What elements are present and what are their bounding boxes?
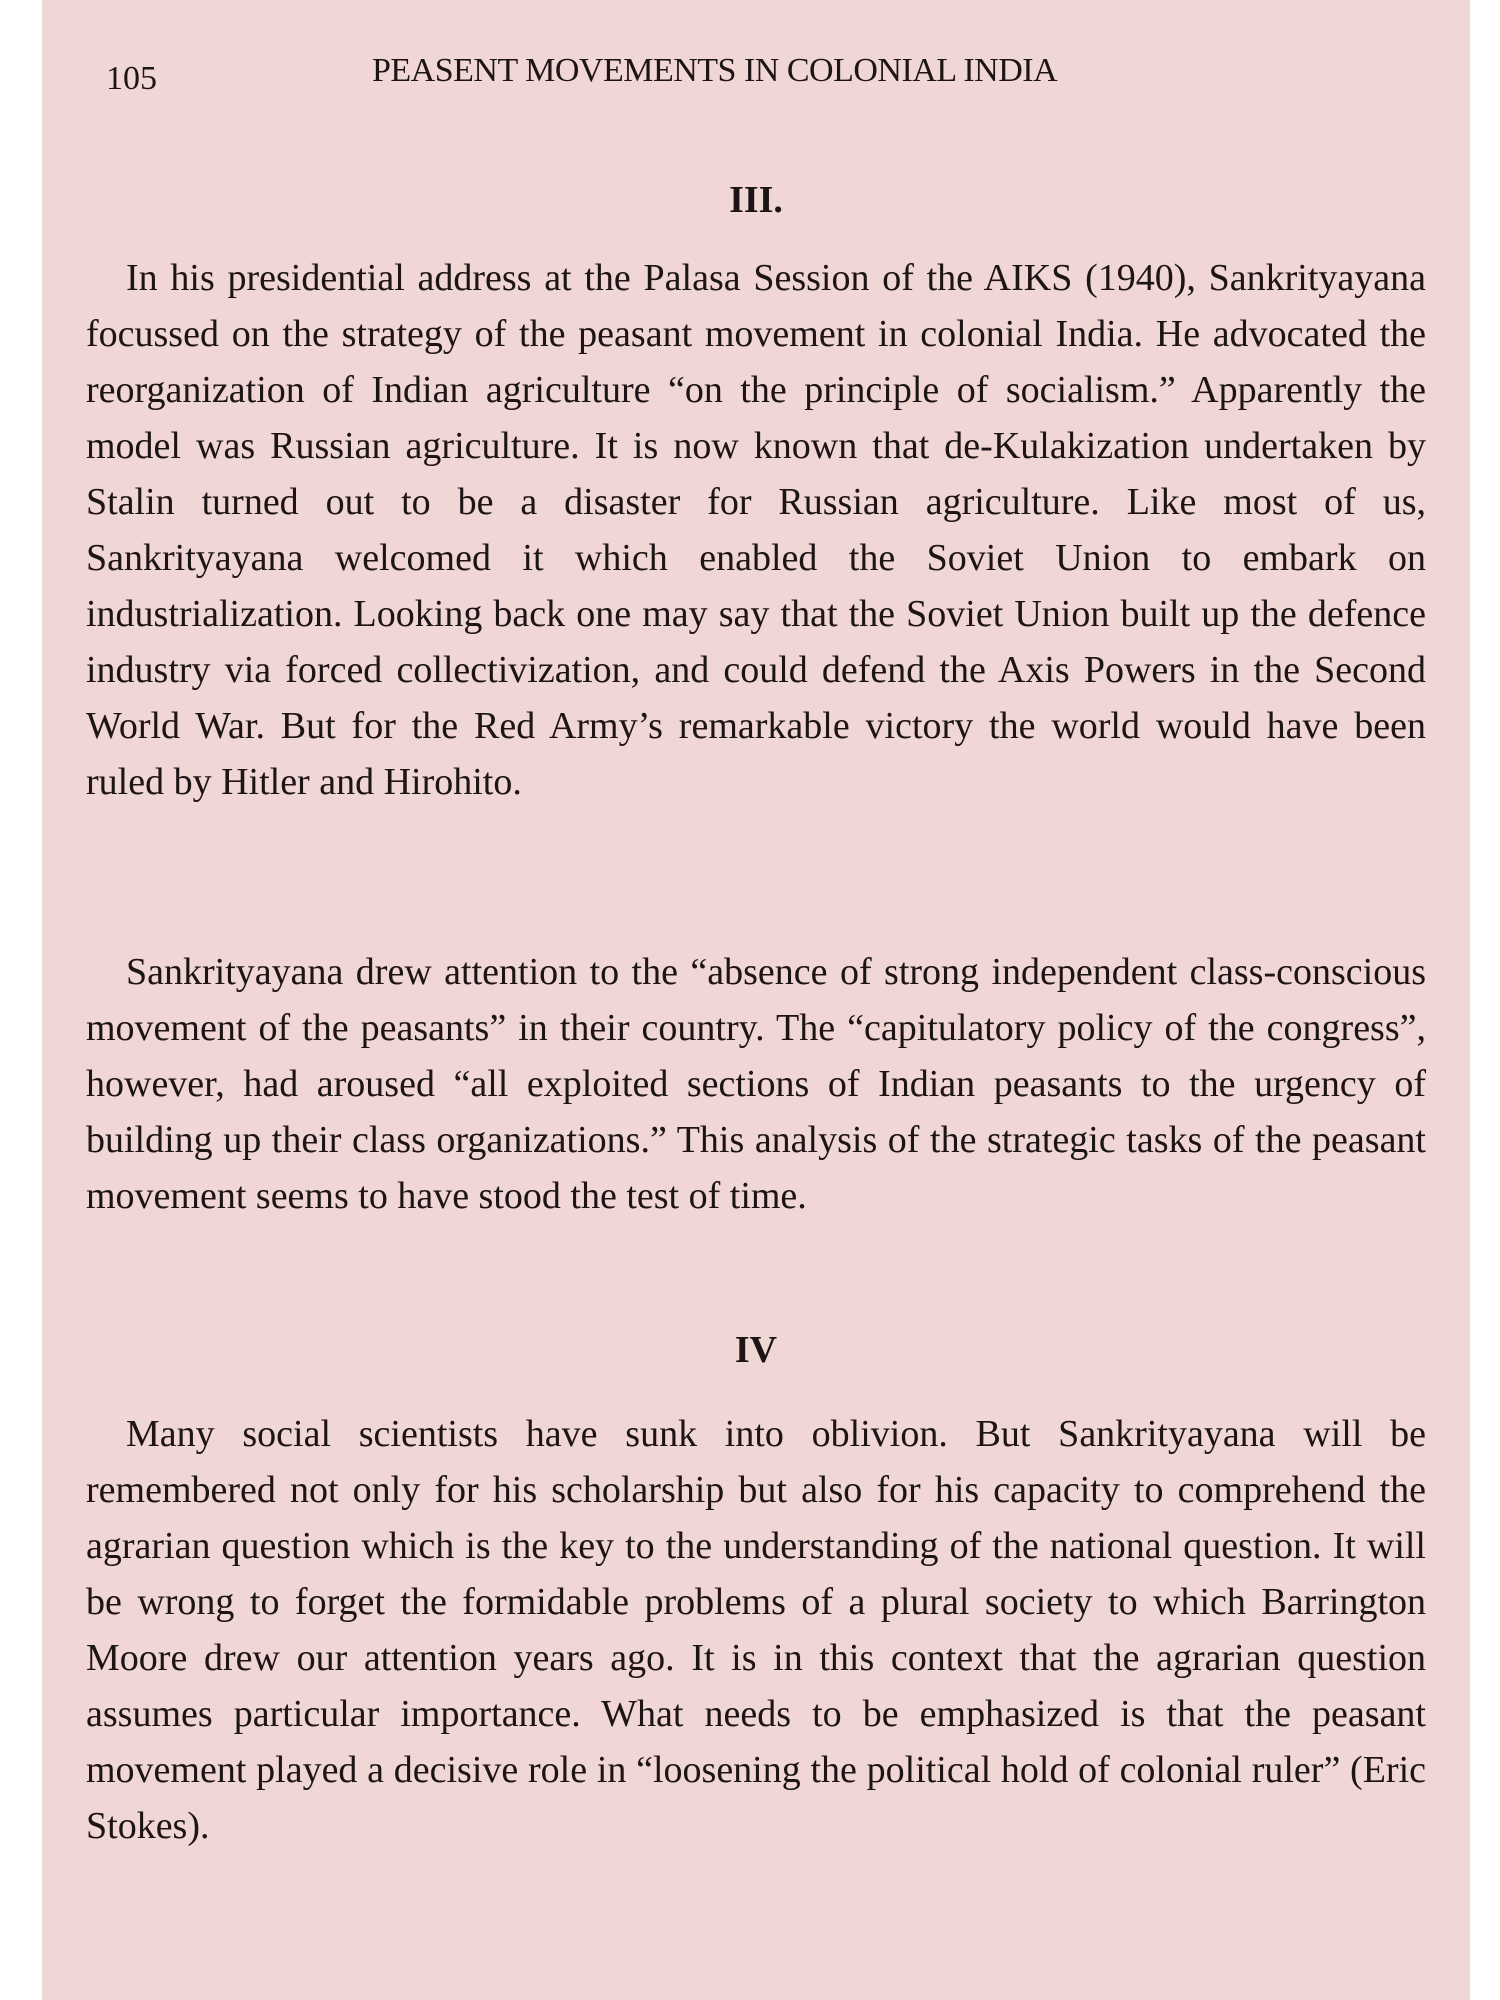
book-page — [42, 0, 1470, 2000]
paragraph-legacy: Many social scientists have sunk into oblivion. But Sankrityayana will be remembered not only for his scholarship but also for his capacity to comprehend the agrarian question which is the key to the understanding of the national question. It will be wrong to forget the formidable problems of a plural society to which Barrington Moore drew our attention years ago. It is in this context that the agrarian question assumes particular importance. What needs to be emphasized is that the peasant movement played a decisive role in “loosening the political hold of colonial ruler” (Eric Stokes). — [86, 1413, 1426, 1847]
section-heading-iii: III. — [729, 179, 783, 221]
paragraph-class-consciousness: Sankrityayana drew attention to the “absence of strong independent class-conscious movement of the peasants” in their country. The “capitulatory policy of the congress”, however, had aroused “all exploited sections of Indian peasants to the urgency of building up their class organizations.” This analysis of the strategic tasks of the peasant movement seems to have stood the test of time. — [86, 951, 1426, 1217]
running-title: PEASENT MOVEMENTS IN COLONIAL INDIA — [372, 52, 1058, 89]
page-number: 105 — [106, 60, 157, 97]
paragraph-aiks-address: In his presidential address at the Palasa Session of the AIKS (1940), Sankrityayana focussed on the strategy of the peasant movement in colonial India. He advocated the reorganization of Indian agriculture “on the principle of socialism.” Apparently the model was Russian agriculture. It is now known that de-Kulakization undertaken by Stalin turned out to be a disaster for Russian agriculture. Like most of us, Sankrityayana welcomed it which enabled the Soviet Union to embark on industrialization. Looking back one may say that the Soviet Union built up the defence industry via forced collectivization, and could defend the Axis Powers in the Second World War. But for the Red Army’s remarkable victory the world would have been ruled by Hitler and Hirohito. — [86, 257, 1426, 803]
page-header — [42, 52, 1470, 102]
section-heading-iv: IV — [734, 1329, 778, 1371]
